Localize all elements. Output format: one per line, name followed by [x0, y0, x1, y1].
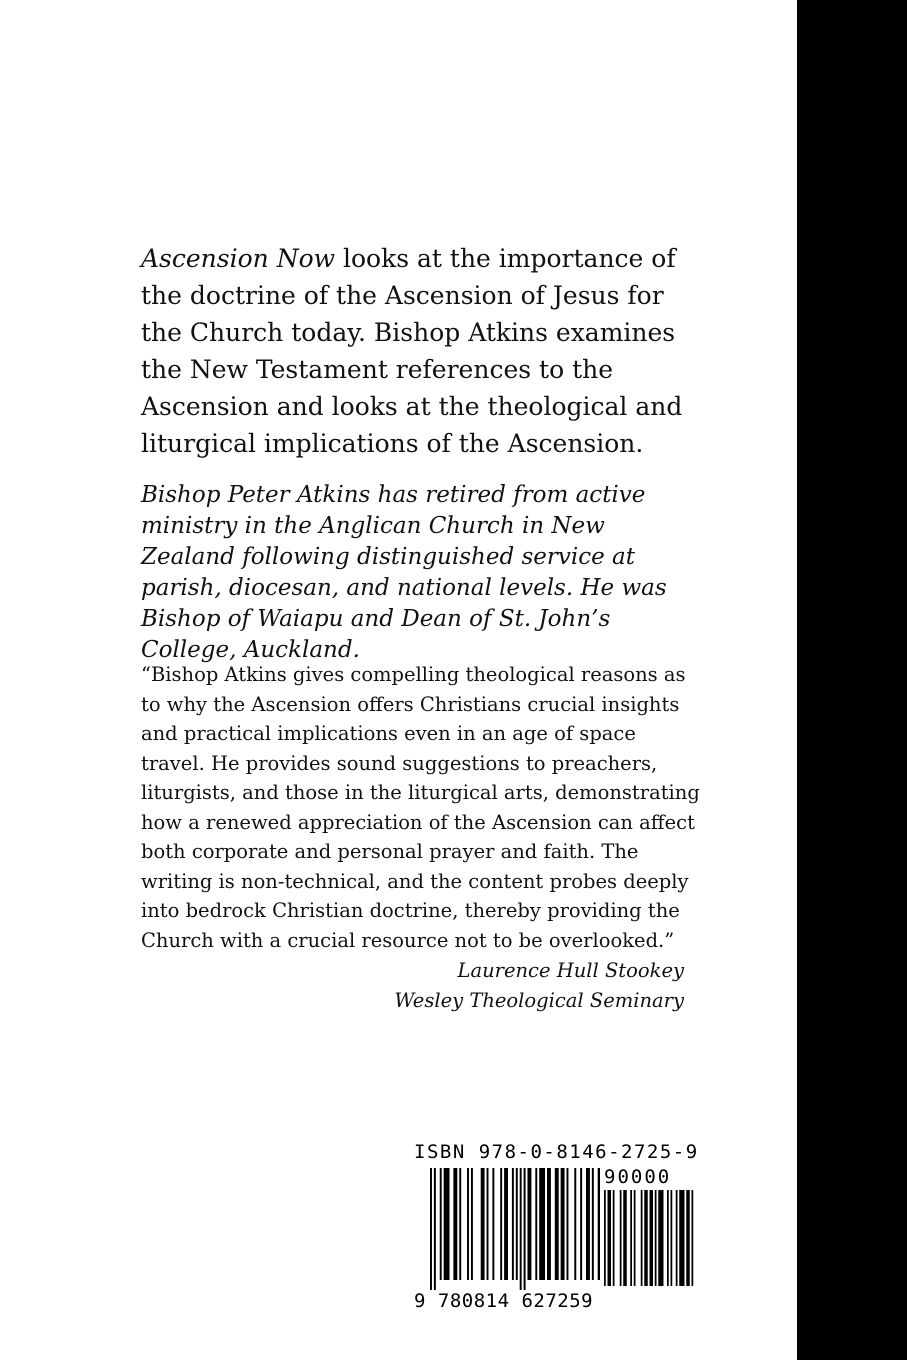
- barcode-bar: [598, 1168, 600, 1280]
- barcode-bar: [658, 1190, 663, 1286]
- isbn-barcode: [414, 1168, 694, 1328]
- barcode-bar: [613, 1190, 615, 1286]
- barcode-bar: [608, 1190, 612, 1286]
- barcode-bar: [528, 1168, 532, 1280]
- barcode-bar: [580, 1168, 582, 1280]
- barcode-bar: [655, 1190, 657, 1286]
- barcode-bar: [634, 1190, 636, 1286]
- endorser-name: Laurence Hull Stookey: [457, 959, 684, 982]
- barcode-bar: [620, 1190, 622, 1286]
- barcode-bar: [444, 1168, 450, 1280]
- barcode-bar: [630, 1190, 632, 1286]
- barcode-bar: [561, 1168, 565, 1280]
- barcode-bar: [641, 1190, 643, 1286]
- barcode-bar: [481, 1168, 485, 1280]
- barcode-main-bars: [430, 1168, 600, 1300]
- barcode-bar: [471, 1168, 473, 1280]
- endorsement-quote: “Bishop Atkins gives compelling theological reasons as to why the Ascension offers Christians crucial insights and practical implications even in an age of space travel. He provides sound suggestions to preachers, liturgists, and those in the liturgical arts, demonstrating how a renewed appreciation of the Ascension can affect both corporate and personal prayer and faith. The writing is non-technical, and the content probes deeply into bedrock Christian doctrine, thereby providing the Church with a crucial resource not to be overlooked.”: [141, 663, 700, 952]
- barcode-bar: [547, 1168, 551, 1280]
- author-bio: Bishop Peter Atkins has retired from active ministry in the Anglican Church in New Zealand following distinguished service at parish, diocesan, and national levels. He was Bishop of Waiapu and Dean of St. John’s College, Auckland.: [141, 482, 667, 663]
- barcode-bar: [667, 1190, 669, 1286]
- barcode-bar: [671, 1190, 673, 1286]
- barcode-bar: [434, 1168, 436, 1290]
- barcode-bar: [567, 1168, 569, 1280]
- barcode-bar: [555, 1168, 559, 1280]
- endorser-affiliation: Wesley Theological Seminary: [394, 989, 684, 1012]
- barcode-main-digits: 9 780814 627259: [414, 1290, 594, 1312]
- barcode-bar: [492, 1168, 494, 1280]
- barcode-bar: [692, 1190, 694, 1286]
- barcode-bar: [504, 1168, 508, 1280]
- barcode-bar: [644, 1190, 648, 1286]
- barcode-addon-digits: 90000: [604, 1166, 672, 1188]
- barcode-bar: [574, 1168, 576, 1280]
- barcode-bar: [440, 1168, 442, 1280]
- barcode-bar: [604, 1190, 606, 1286]
- barcode-bar: [520, 1168, 522, 1290]
- barcode-bar: [650, 1190, 654, 1286]
- barcode-addon-bars: [604, 1190, 694, 1300]
- barcode-bar: [686, 1190, 690, 1286]
- barcode-bar: [430, 1168, 432, 1290]
- barcode-bar: [586, 1168, 590, 1280]
- book-description: [141, 240, 701, 462]
- spine-bar: [797, 0, 907, 1360]
- barcode-bar: [676, 1190, 678, 1286]
- barcode-bar: [487, 1168, 489, 1280]
- barcode-bar: [535, 1168, 537, 1280]
- barcode-bar: [679, 1190, 684, 1286]
- endorsement-attribution: [340, 956, 684, 1016]
- barcode-bar: [524, 1168, 526, 1290]
- barcode-bar: [500, 1168, 502, 1280]
- barcode-bar: [512, 1168, 514, 1280]
- barcode-bar: [459, 1168, 461, 1280]
- isbn-label: ISBN 978-0-8146-2725-9: [414, 1141, 699, 1163]
- barcode-bar: [467, 1168, 469, 1280]
- barcode-bar: [539, 1168, 545, 1280]
- book-description-text: looks at the importance of the doctrine of the Ascension of Jesus for the Church today. Bishop Atkins examines the New Testament references to the Ascension and looks at the theological and liturgical implications of the Ascension.: [141, 244, 683, 458]
- barcode-bar: [592, 1168, 594, 1280]
- barcode-bar: [453, 1168, 457, 1280]
- barcode-bar: [516, 1168, 518, 1280]
- barcode-bar: [623, 1190, 627, 1286]
- book-title: Ascension Now: [141, 244, 336, 273]
